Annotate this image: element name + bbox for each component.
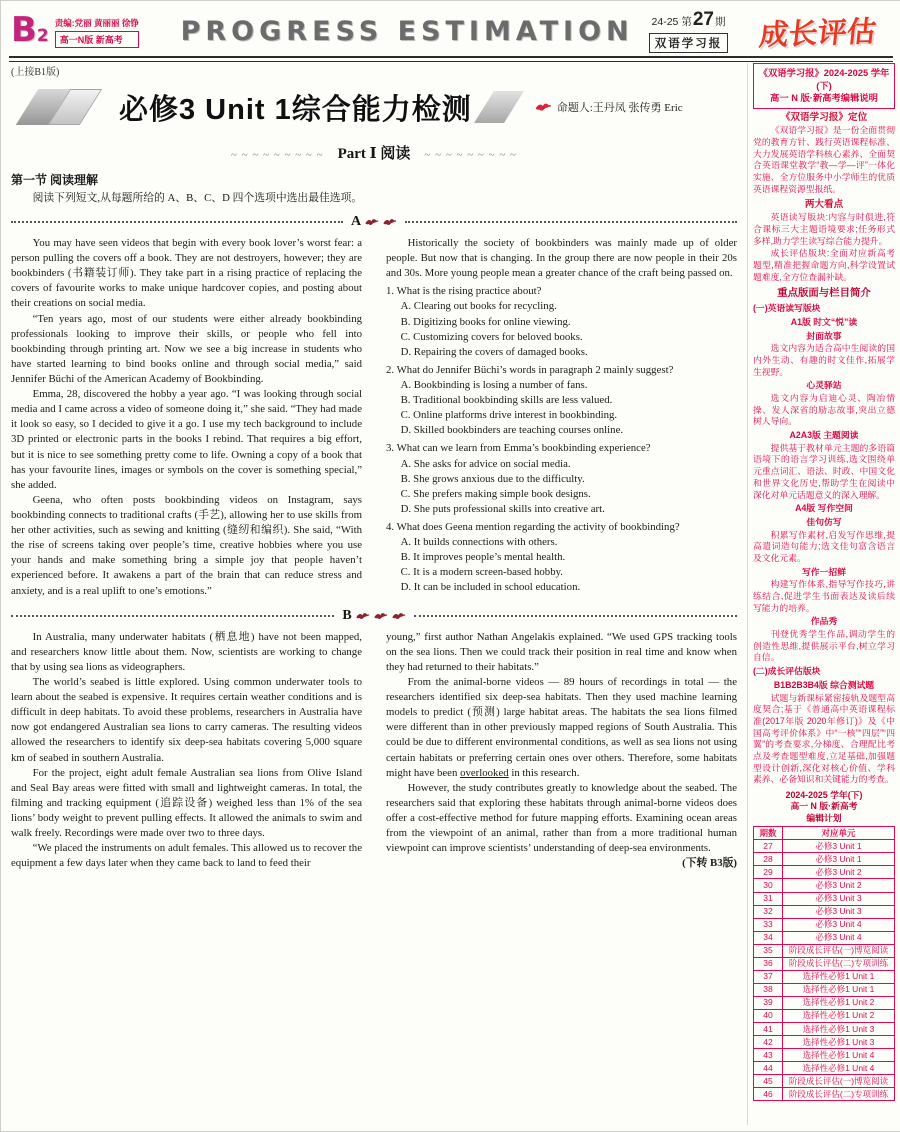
issue-cell: 33 — [754, 918, 783, 931]
edition-brand — [11, 10, 181, 50]
question-stem: 1. What is the rising practice about? — [386, 285, 542, 298]
sidebar-heading-columns: 重点版面与栏目简介 — [777, 288, 871, 300]
issue-cell: 34 — [754, 931, 783, 944]
table-row — [754, 840, 895, 853]
unit-cell: 必修3 Unit 1 — [783, 840, 895, 853]
sidebar-paragraph: 试题与新课标紧密接轨及题型高度契合;基于《普通高中英语课程标准(2017年版 2020年修订)》及《中国高考评价体系》中“一核”“四层”“四翼”的考查要求,分梯度、合理配比考点及考查题型难度,立足基础,加强题型设计创新,深化对核心价值、学科素养、必备知识和关键能力的考查。 — [753, 692, 895, 785]
sidebar-paragraph: 选文内容为启迪心灵、陶冶情操、发人深省的励志故事,突出立德树人导向。 — [753, 393, 895, 427]
option-a: A. It builds connections with others. — [400, 536, 558, 549]
part-heading — [11, 142, 737, 163]
plan-table-head — [754, 827, 895, 840]
part-label: Part Ⅰ 阅读 — [337, 146, 411, 162]
banner-decoration-right — [476, 87, 532, 127]
unit-cell: 必修3 Unit 4 — [783, 918, 895, 931]
header-rule — [9, 56, 893, 62]
issue-line — [634, 9, 744, 31]
issue-cell: 28 — [754, 853, 783, 866]
plan-line: 高一 N 版·新高考 — [790, 801, 858, 812]
passage-letter: A — [350, 214, 362, 229]
sidebar-paragraph: 成长评估版块:全面对应新高考题型,精准把握命题方向,科学设置试题难度,全方位查漏补缺。 — [753, 248, 895, 282]
sidebar-subheading-writing: 写作一招鲜 — [802, 566, 846, 577]
title-banner — [11, 80, 737, 134]
passage-paragraph — [386, 675, 737, 781]
sidebar-paragraph: 英语读写版块:内容与时俱进,符合课标三大主题语境要求;任务形式多样,助力学生读写综合能力提升。 — [753, 212, 895, 246]
unit-cell: 选择性必修1 Unit 1 — [783, 983, 895, 996]
question-stem: 4. What does Geena mention regarding the activity of bookbinding? — [386, 520, 680, 533]
edition-plan-table — [753, 826, 895, 1101]
banner-decoration-left — [11, 87, 115, 127]
option-c: C. Online platforms drive interest in bookbinding. — [400, 409, 618, 422]
setter-credit — [532, 99, 737, 115]
question-stem: 3. What can we learn from Emma’s bookbinding experience? — [386, 442, 651, 455]
continued-from-note: (上接B1版) — [11, 67, 60, 78]
sidebar-paragraph: 构建写作体系,指导写作技巧,讲练结合,促进学生书面表达及读后续写能力的培养。 — [753, 579, 895, 613]
option-c: C. Customizing covers for beloved books. — [400, 330, 583, 343]
table-row — [754, 996, 895, 1009]
issue-cell: 46 — [754, 1088, 783, 1101]
edition-label: 高一N版 新高考 — [55, 31, 139, 48]
dotted-line — [11, 615, 334, 617]
table-row — [754, 970, 895, 983]
wave-decoration-right — [424, 149, 517, 161]
passage-b-label — [342, 608, 405, 624]
badge-letter: B — [11, 10, 37, 50]
unit-cell: 阶段成长评估(一)博览阅读 — [783, 944, 895, 957]
table-row — [754, 1062, 895, 1075]
passage-a-columns — [11, 236, 737, 599]
issue-cell: 37 — [754, 970, 783, 983]
passage-a-label — [351, 214, 397, 230]
column-header-unit: 对应单元 — [783, 827, 895, 840]
passage-b-right-column — [386, 630, 737, 872]
editorial-sidebar — [747, 63, 895, 1125]
unit-cell: 必修3 Unit 2 — [783, 866, 895, 879]
question-block — [386, 520, 737, 596]
sidebar-paragraph: 《双语学习报》是一份全面贯彻党的教育方针、践行英语课程标准、大力发展英语学科核心素养、全面契合英语课堂教学“教—学—评”一体化实施、全方位服务中小学师生的优质英语课程资源型报纸。 — [753, 125, 895, 194]
table-row — [754, 957, 895, 970]
paper-name: 双语学习报 — [649, 33, 729, 53]
passage-paragraph: Emma, 28, discovered the hobby a year ago. “I was looking through social media and I came across a video of someone doing it,” she said. “They had made it look so easy, so I decided to give it a go. I use my tech background to include 3D printed or electronic parts in the books I rebind. That requires a big effort, but it is nice to see something pretty come to life. Owning a copy of a book that has your favourite lines, images or symbols on the cover is something special,” she added. — [11, 388, 362, 491]
issue-cell: 32 — [754, 905, 783, 918]
passage-a-right-column — [386, 236, 737, 599]
table-row — [754, 1023, 895, 1036]
bird-icon — [355, 611, 370, 621]
table-row — [754, 983, 895, 996]
passage-b-divider — [11, 608, 737, 624]
option-a: A. Bookbinding is losing a number of fans. — [400, 378, 588, 391]
option-b: B. She grows anxious due to the difficulty. — [400, 472, 585, 485]
table-row — [754, 918, 895, 931]
issue-cell: 29 — [754, 866, 783, 879]
wave-decoration-left — [231, 149, 324, 161]
issue-cell: 44 — [754, 1062, 783, 1075]
page-badge — [11, 10, 49, 50]
red-bird-stamp-icon — [534, 101, 552, 113]
editors-line: 责编:党丽 黄丽丽 徐铮 — [54, 18, 139, 28]
plan-line: 编辑计划 — [806, 812, 842, 823]
question-block — [386, 441, 737, 517]
passage-letter: B — [342, 607, 352, 623]
table-row — [754, 1075, 895, 1088]
option-d: D. Repairing the covers of damaged books. — [400, 345, 588, 358]
unit-cell: 必修3 Unit 3 — [783, 905, 895, 918]
sidebar-subheading-heart: 心灵驿站 — [806, 380, 842, 391]
table-row — [754, 1088, 895, 1101]
option-b: B. Traditional bookbinding skills are less valued. — [400, 394, 613, 407]
sidebar-heading-position: 《双语学习报》定位 — [780, 111, 868, 123]
issue-cell: 39 — [754, 996, 783, 1009]
passage-paragraph: For the project, eight adult female Australian sea lions from Olive Island and Seal Bay areas were fitted with small and lightweight cameras. In total, the filming and tracking equipment (追踪设备) weighed less than 1% of the sea lions’ body weight to prevent pulling effects. It allowed the animals to swim and walk freely. Recordings were made over two to three days. — [11, 766, 362, 840]
sidebar-subheading-works: 作品秀 — [810, 616, 838, 627]
passage-paragraph: The world’s seabed is little explored. Using common underwater tools to learn about the seabed is expensive. It requires certain weather conditions and is difficult in deep habitats. To avoid these problems, researchers in Australia have now got endangered Australian sea lions to carry cameras. The resulting videos allowed the researchers to identify six deep-sea habitats covering 5,000 square km of seabed in southern Australia. — [11, 675, 362, 764]
table-row — [754, 1036, 895, 1049]
table-row — [754, 866, 895, 879]
issue-cell: 42 — [754, 1036, 783, 1049]
sidebar-subheading-b: B1B2B3B4版 综合测试题 — [773, 679, 875, 690]
unit-cell: 必修3 Unit 1 — [783, 853, 895, 866]
question-stem: 2. What do Jennifer Büchi’s words in paragraph 2 mainly suggest? — [386, 363, 674, 376]
issue-suffix: 期 — [714, 16, 726, 28]
sidebar-subheading-a4: A4版 写作空间 — [795, 503, 853, 514]
sidebar-paragraph: 刊登优秀学生作品,调动学生的创造性思维,提供展示平台,树立学习自信。 — [753, 629, 895, 663]
table-row — [754, 1009, 895, 1022]
sidebar-subheading-part1: (一)英语读写版块 — [753, 303, 821, 314]
passage-paragraph: “Ten years ago, most of our students were either already bookbinding professionals looking to improve their skills, or people who fell into bookbinding through printing art. Now we see a big increase in students who have started learning to bind books online and through social media,” said Jennifer Büchi of the American Academy of Bookbinding. — [11, 312, 362, 385]
bird-icon — [373, 611, 388, 621]
passage-paragraph: young,” first author Nathan Angelakis explained. “We used GPS tracking tools on the sea lions. Then we could track their position in real time and know when they had returned to their habitats.” — [386, 630, 737, 673]
option-b: B. It improves people’s mental health. — [400, 551, 566, 564]
issue-cell: 27 — [754, 840, 783, 853]
sidebar-subheading-part2: (二)成长评估版块 — [753, 666, 821, 677]
issue-cell: 40 — [754, 1009, 783, 1022]
table-row — [754, 853, 895, 866]
unit-cell: 阶段成长评估(一)博览阅读 — [783, 1075, 895, 1088]
issue-prefix: 24-25 第 — [651, 16, 692, 28]
option-d: D. Skilled bookbinders are teaching courses online. — [400, 424, 624, 437]
option-b: B. Digitizing books for online viewing. — [400, 315, 571, 328]
question-block — [386, 363, 737, 439]
bird-icon — [391, 611, 406, 621]
plan-table-body — [754, 840, 895, 1101]
passage-paragraph: In Australia, many underwater habitats (栖息地) have not been mapped, and researchers know little about them. Now, scientists are working to change that by using sea lions as videographers. — [11, 630, 362, 673]
passage-a-left-column — [11, 236, 362, 599]
sidebar-paragraph: 积累写作素材,启发写作思维,提高遣词造句能力;选文佳句富含语言及文化元素。 — [753, 529, 895, 563]
passage-paragraph: Geena, who often posts bookbinding videos on Instagram, says bookbinding connects to traditional crafts (手艺), allowing her to use skills from her other activities, such as sewing and knitting (缝纫和编织). She said, “With the rise of screens taking over people’s time, creative hobbies where you use your hands and make something bring a simple joy that people haven’t experienced before. It awakens a part of the brain that can reduce stress and anxiety, and is a real uplift to one’s emotions.” — [11, 493, 362, 597]
sidebar-title-line2: 高一 N 版·新高考编辑说明 — [770, 93, 878, 104]
section-heading: 第一节 阅读理解 — [11, 173, 99, 187]
sidebar-title-box — [753, 63, 895, 109]
issue-cell: 30 — [754, 879, 783, 892]
sidebar-heading-highlights: 两大看点 — [804, 198, 844, 210]
newspaper-masthead: PROGRESS ESTIMATION — [180, 15, 634, 47]
bird-icon — [364, 217, 379, 227]
passage-paragraph: Historically the society of bookbinders was mainly made up of older people. But now that is changing. In the group there are now people in their 20s and 30s. More young people mean a greater chance of the craft being passed on. — [386, 237, 737, 280]
dotted-line — [405, 221, 737, 223]
plan-line: 2024-2025 学年(下) — [785, 790, 863, 801]
table-row — [754, 905, 895, 918]
paragraph-text: From the animal-borne videos — 89 hours of recordings in total — the researchers identified six deep-sea habitats. Then they used machine learning models to predict (预测) large habitat areas. The habitats the sea lions filmed were different than in other previously mapped regions of South Australia. This could be due to different environmental conditions, as well as sea lions not using certain habitats or preferring certain ones over others. Therefore, some habitats might have been — [386, 675, 737, 779]
unit-cell: 必修3 Unit 2 — [783, 879, 895, 892]
table-row — [754, 1049, 895, 1062]
issue-info — [634, 9, 744, 53]
option-d: D. She puts professional skills into creative art. — [400, 502, 605, 515]
underlined-word: overlooked — [460, 766, 509, 779]
sidebar-paragraph: 选文内容为适合高中生阅读的国内外生动、有趣的时文佳作,拓展学生视野。 — [753, 343, 895, 377]
issue-cell: 45 — [754, 1075, 783, 1088]
unit-cell: 必修3 Unit 3 — [783, 892, 895, 905]
issue-cell: 36 — [754, 957, 783, 970]
section-instruction: 阅读下列短文,从每题所给的 A、B、C、D 四个选项中选出最佳选项。 — [32, 192, 363, 204]
option-c: C. It is a modern screen-based hobby. — [400, 566, 563, 579]
main-content — [11, 63, 737, 1125]
option-a: A. She asks for advice on social media. — [400, 457, 571, 470]
passage-a-divider — [11, 214, 737, 230]
issue-cell: 43 — [754, 1049, 783, 1062]
question-block — [386, 284, 737, 360]
unit-cell: 选择性必修1 Unit 3 — [783, 1023, 895, 1036]
option-c: C. She prefers making simple book designs. — [400, 487, 591, 500]
option-a: A. Clearing out books for recycling. — [400, 300, 557, 313]
issue-cell: 35 — [754, 944, 783, 957]
table-row — [754, 879, 895, 892]
passage-paragraph: However, the study contributes greatly to knowledge about the seabed. The researchers said that exploring these habitats through animal-borne videos does offer a cost-effective method for future mapping efforts. Examining ocean areas from the viewpoint of an animal, rather than from a more traditional human viewpoint can improve scientists’ understanding of deep-sea environments. — [386, 781, 737, 855]
bird-icon — [382, 217, 397, 227]
unit-cell: 阶段成长评估(二)专项训练 — [783, 1088, 895, 1101]
issue-cell: 38 — [754, 983, 783, 996]
issue-cell: 31 — [754, 892, 783, 905]
masthead-header — [11, 7, 893, 55]
setter-text: 命题人:王丹凤 张传勇 Eric — [556, 102, 683, 114]
growth-evaluation-logo: 成长评估 — [757, 13, 879, 52]
option-d: D. It can be included in school education. — [400, 581, 581, 594]
sidebar-title-line1: 《双语学习报》2024-2025 学年(下) — [758, 68, 890, 91]
passage-paragraph: You may have seen videos that begin with every book lover’s worst fear: a person pulling the covers off a book. They are not destroyers, however; they are bookbinders (书籍装订师). They take part in a rising practice of replacing the covers of favourite works to make unique hardcover copies, and posting about their creations on social media. — [11, 237, 362, 310]
table-row — [754, 944, 895, 957]
sidebar-subheading-cover: 封面故事 — [806, 330, 842, 341]
issue-cell: 41 — [754, 1023, 783, 1036]
sidebar-subheading-a2a3: A2A3版 主题阅读 — [789, 430, 859, 441]
table-row — [754, 892, 895, 905]
question-list — [386, 284, 737, 595]
issue-number: 27 — [692, 9, 714, 30]
unit-cell: 选择性必修1 Unit 4 — [783, 1049, 895, 1062]
unit-cell: 选择性必修1 Unit 3 — [783, 1036, 895, 1049]
dotted-line — [11, 221, 343, 223]
sidebar-subheading-sentence: 佳句仿写 — [806, 516, 842, 527]
unit-cell: 选择性必修1 Unit 1 — [783, 970, 895, 983]
sidebar-plan-title — [753, 790, 895, 824]
dotted-line — [414, 615, 737, 617]
unit-cell: 选择性必修1 Unit 2 — [783, 1009, 895, 1022]
badge-number: 2 — [36, 26, 49, 46]
passage-b-left-column — [11, 630, 362, 872]
brand-text — [55, 14, 139, 48]
table-row — [754, 931, 895, 944]
unit-cell: 选择性必修1 Unit 2 — [783, 996, 895, 1009]
paragraph-text: in this research. — [508, 766, 580, 779]
sidebar-subheading-a1: A1版 时文“悦”读 — [790, 316, 858, 327]
passage-paragraph: “We placed the instruments on adult females. This allowed us to recover the equipment a few days later when they came back to land to feed their — [11, 842, 362, 870]
test-title: 必修3 Unit 1综合能力检测 — [119, 93, 472, 126]
continued-to-note: (下转 B3版) — [682, 857, 737, 870]
unit-cell: 阶段成长评估(二)专项训练 — [783, 957, 895, 970]
column-header-issue: 期数 — [754, 827, 783, 840]
unit-cell: 选择性必修1 Unit 4 — [783, 1062, 895, 1075]
passage-b-columns — [11, 630, 737, 872]
unit-cell: 必修3 Unit 4 — [783, 931, 895, 944]
sidebar-paragraph: 提供基于教材单元主题的多语篇语境下的语言学习训练,选文围绕单元重点词汇、语法、时政、中国文化和世界文化历史,帮助学生在阅读中深化对单元话题意义的深入理解。 — [753, 442, 895, 500]
